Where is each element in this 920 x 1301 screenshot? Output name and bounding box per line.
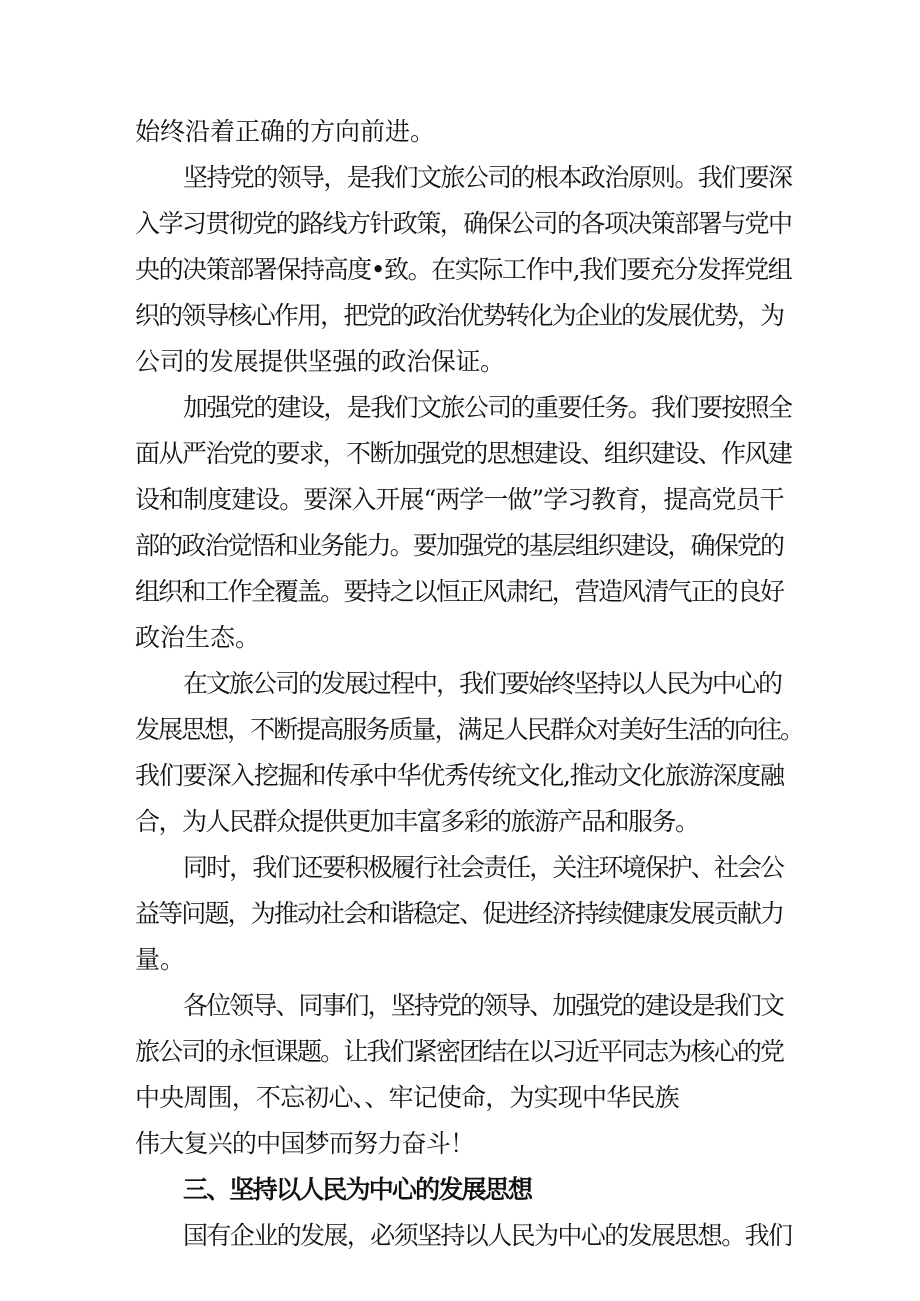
paragraph-line: 各位领导、同事们，坚持党的领导、加强党的建设是我们文 <box>183 991 784 1020</box>
paragraph-line: 量。 <box>135 945 186 974</box>
paragraph-line: 中央周围，不忘初心、、牢记使命，为实现中华民族 <box>135 1083 679 1112</box>
paragraph-line: 坚持党的领导，是我们文旅公司的根本政治原则。我们要深 <box>183 163 792 192</box>
paragraph-line: 旅公司的永恒课题。让我们紧密团结在以习近平同志为核心的党 <box>135 1037 784 1066</box>
paragraph-line: 织的领导核心作用，把党的政治优势转化为企业的发展优势，为 <box>135 301 784 330</box>
paragraph-line: 国有企业的发展，必须坚持以人民为中心的发展思想。我们 <box>183 1221 792 1250</box>
paragraph-line: 合，为人民群众提供更加丰富多彩的旅游产品和服务。 <box>135 807 699 836</box>
paragraph-line: 设和制度建设。要深入开展“两学一做”学习教育，提高党员干 <box>135 485 784 514</box>
paragraph-line: 政治生态。 <box>135 623 261 652</box>
paragraph-line: 同时，我们还要积极履行社会责任，关注环境保护、社会公 <box>183 853 784 882</box>
paragraph-line: 组织和工作全覆盖。要持之以恒正风肃纪，营造风清气正的良好 <box>135 577 784 606</box>
paragraph-line: 部的政治觉悟和业务能力。要加强党的基层组织建设，确保党的 <box>135 531 784 560</box>
paragraph-line: 央的决策部署保持高度•致。在实际工作中,我们要充分发挥党组 <box>135 255 792 284</box>
paragraph-line: 发展思想，不断提高服务质量，满足人民群众对美好生活的向往。 <box>135 715 804 744</box>
paragraph-line: 加强党的建设，是我们文旅公司的重要任务。我们要按照全 <box>183 393 792 422</box>
paragraph-line: 在文旅公司的发展过程中，我们要始终坚持以人民为中心的 <box>183 669 782 698</box>
paragraph-line: 面从严治党的要求，不断加强党的思想建设、组织建设、作风建 <box>135 439 792 468</box>
paragraph-line: 益等问题，为推动社会和谐稳定、促进经济持续健康发展贡献力 <box>135 899 784 928</box>
paragraph-line: 公司的发展提供坚强的政治保证。 <box>135 347 505 376</box>
paragraph-line: 我们要深入挖掘和传承中华优秀传统文化,推动文化旅游深度融 <box>135 761 784 790</box>
paragraph-line: 伟大复兴的中国梦而努力奋斗！ <box>135 1129 475 1158</box>
paragraph-line: 始终沿着正确的方向前进。 <box>135 117 436 146</box>
section-heading: 三、坚持以人民为中心的发展思想 <box>183 1175 532 1204</box>
paragraph-line: 入学习贯彻党的路线方针政策，确保公司的各项决策部署与党中 <box>135 209 792 238</box>
